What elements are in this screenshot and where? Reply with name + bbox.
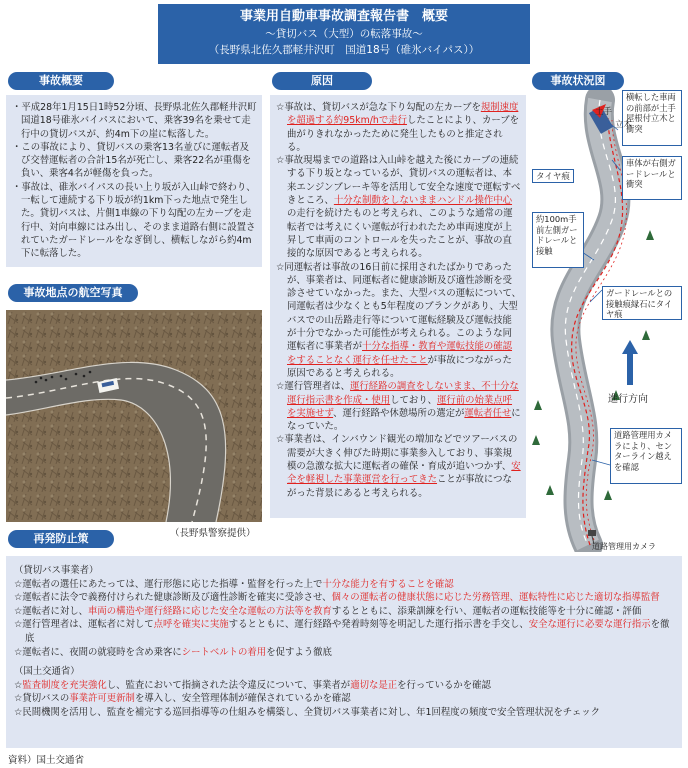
- accident-diagram: [530, 90, 684, 552]
- highlight-text: シートベルトの着用: [181, 646, 267, 658]
- label-direction: 進行方向: [608, 394, 648, 405]
- highlight-text: 運転者任せ: [464, 407, 512, 419]
- callout-contact-marks: ガードレールとの接触痕縁石にタイヤ痕: [602, 286, 682, 320]
- highlight-text: 安全を軽視した事業運営を行ってきた: [287, 461, 521, 486]
- cause-item: [276, 154, 521, 260]
- measure-item: [14, 578, 674, 592]
- body-text: しており、: [390, 394, 438, 406]
- overview-heading: 事故概要: [8, 72, 114, 90]
- page-title: 事業用自動車事故調査報告書 概要: [239, 9, 448, 24]
- body-text: 運転者に、夜間の就寝時を含め乗客に: [22, 646, 182, 658]
- body-text: 運転者に対し、: [22, 605, 89, 617]
- body-text: 事故は、貸切バスが急な下り勾配の左カーブを: [284, 102, 481, 113]
- highlight-text: 十分な制動をしないままハンドル操作中心: [333, 195, 513, 207]
- highlight-text: 車両の構造や運行経路に応じた安全な運転の方法等を教育: [88, 605, 332, 617]
- report-title-box: [158, 4, 530, 64]
- highlight-text: 個々の運転者の健康状態に応じた労務管理、運転特性に応じた適切な指導監督: [331, 592, 660, 604]
- aerial-photo: [6, 310, 262, 522]
- body-text: したことにより、カーブを曲がりきれなかったために発生したものと推定される。: [287, 115, 520, 153]
- page-location: （長野県北佐久郡軽井沢町 国道18号（碓氷バイパス））: [208, 44, 480, 56]
- cause-item: [276, 101, 521, 154]
- causes-panel: [270, 95, 526, 518]
- body-text: を行っているかを確認: [397, 679, 491, 691]
- measure-item: [14, 646, 674, 660]
- cause-item: [276, 261, 521, 381]
- measure-item: [14, 618, 674, 645]
- highlight-text: 運行経路の調査をしないまま、不十分な運行指示書を作成・使用: [287, 381, 519, 406]
- label-tire-marks: タイヤ痕: [532, 169, 574, 183]
- diagram-heading: 事故状況図: [532, 72, 624, 90]
- overview-item: ・ 平成28年1月15日1時52分頃、長野県北佐久郡軽井沢町国道18号碓氷バイパスにおいて、乗客39名を乗せて走行中の貸切バスが、約4m下の崖に転落した。: [12, 101, 257, 141]
- operator-header: （貸切バス事業者）: [14, 565, 99, 576]
- overview-item: ・ この事故により、貸切バスの乗客13名並びに運転者及び交替運転者の合計15名が死亡し、乗客22名が重傷を負い、乗客4名が軽傷を負った。: [12, 141, 257, 181]
- callout-tree-collision: 横転した車両の前部が土手屋根付立木と衝突: [622, 90, 682, 146]
- body-text: するとともに、添乗訓練を行い、運転者の運転技能等を十分に確認・評価: [331, 605, 642, 617]
- body-text: 運行管理者は、運転者に対して: [22, 619, 154, 631]
- highlight-text: 事業許可更新制: [69, 693, 135, 705]
- body-text: 事業者は、インバウンド観光の増加などでツアーバスの需要が大きく伸びた時期に事業参入しており、事業規模の急激な拡大に運転者の確保・育成が追いつかず、: [284, 434, 518, 473]
- body-text: 同運転者は事故の16日前に採用されたばかりであったが、事業者は、同運転者に健康診断及び適性診断を受診させていなかった。また、大型バスの運転について、同運転者は少なくとも5年程度のブランクがあり、大型バスでの山岳路走行等について運転経験及び運転技能が十分でなかった可能性が考えられる。このような同運転者に事業者が: [284, 261, 522, 353]
- callout-guardrail-right: 車体が右側ガードレールと衝突: [622, 156, 682, 200]
- overview-item: ・ 事故は、碓氷バイパスの長い上り坂が入山峠で終わり、一転して連続する下り坂が約1km下った地点で発生した。貸切バスは、片側1車線の下り勾配の左カーブを走行中、対向車線にはみ出し、そのまま道路右側に設置されていたガードレールをなぎ倒し、横転しながら約4m下に転落した。: [12, 181, 257, 261]
- highlight-text: 点呼を確実に実施: [153, 619, 229, 631]
- label-camera: 道路管理用カメラ: [592, 542, 656, 551]
- body-text: が事故につながった原因であると考えられる。: [287, 354, 512, 379]
- body-text: 運行管理者は、: [284, 381, 351, 393]
- causes-list: [276, 101, 521, 500]
- measure-item: [14, 605, 674, 619]
- highlight-text: 適切な是正: [350, 679, 398, 691]
- overview-list: [12, 101, 257, 261]
- body-text: 、運行経路や休憩場所の選定が: [333, 407, 465, 419]
- photo-credit: （長野県警察提供）: [170, 528, 256, 539]
- measure-item: [14, 591, 674, 605]
- overview-panel: [6, 95, 262, 267]
- body-text: 運転者に法令で義務付けられた健康診断及び適性診断を確実に受診させ、: [22, 592, 332, 604]
- highlight-text: 運行前の始業点呼を実施せず: [287, 394, 513, 419]
- callout-camera: 道路管理用カメラにより、センターライン越えを確認: [610, 428, 682, 484]
- causes-heading: 原因: [272, 72, 372, 90]
- body-text: 民間機関を活用し、監査を補完する巡回指導等の仕組みを構築し、全貸切バス事業者に対し、年1回程度の頻度で安全管理状況をチェック: [22, 706, 600, 718]
- measure-item: [14, 692, 674, 706]
- operator-measures: [14, 578, 674, 660]
- label-tree: 立木: [615, 120, 633, 130]
- body-text: を導入し、安全管理体制が確保されているかを確認: [134, 693, 351, 705]
- cause-item: [276, 433, 521, 499]
- body-text: を徹底: [25, 619, 670, 644]
- body-text: 事故現場までの道路は入山峠を越えた後にカーブの連続する下り坂となっているが、貸切バスの運転者は、本来エンジンブレーキ等を活用して安全な速度で運転すべきところ、: [284, 155, 521, 207]
- aerial-heading: 事故地点の航空写真: [8, 284, 138, 302]
- body-text: 貸切バスの: [22, 693, 70, 705]
- body-text: を促すよう徹底: [266, 646, 332, 658]
- highlight-text: 十分な能力を有することを確認: [322, 578, 454, 590]
- callout-guardrail-left: 約100m手前左側ガードレールと接触: [532, 212, 584, 268]
- body-text: するとともに、運行経路や発着時刻等を明記した運行指示書を手交し、: [228, 619, 529, 631]
- mlit-measures: [14, 679, 674, 720]
- highlight-text: 十分な指導・教育や運転技能の確認をすることなく運行を任せたこと: [287, 341, 513, 366]
- mlit-header: （国土交通省）: [14, 666, 80, 678]
- page-subtitle: ～貸切バス（大型）の転落事故～: [265, 28, 423, 40]
- body-text: 運転者の選任にあたっては、運行形態に応じた指導・監督を行った上で: [22, 578, 323, 590]
- body-text: の走行を続けたものと考えられ、このような通常の運転者では考えにくい運転が行われたため車両速度が上昇して車両のコントロールを失ったことが、事故の直接的な原因であると考えられる。: [287, 208, 513, 260]
- measure-item: [14, 706, 674, 720]
- cause-item: [276, 380, 521, 433]
- highlight-text: 安全な運行に必要な運行指示: [528, 619, 651, 631]
- body-text: し、監査において指摘された法令違反について、事業者が: [106, 679, 351, 691]
- highlight-text: 規制速度を超過する約95km/hで走行: [287, 102, 519, 127]
- measure-item: [14, 679, 674, 693]
- prevention-panel: [6, 556, 682, 748]
- body-text: になっていた。: [287, 407, 521, 433]
- prevention-heading: 再発防止策: [8, 530, 114, 548]
- label-bank: 土手: [595, 107, 613, 117]
- highlight-text: 監査制度を充実強化: [22, 679, 107, 691]
- source-note: 資料）国土交通省: [8, 755, 85, 766]
- body-text: ことが事故につながった背景にあると考えられる。: [287, 474, 512, 499]
